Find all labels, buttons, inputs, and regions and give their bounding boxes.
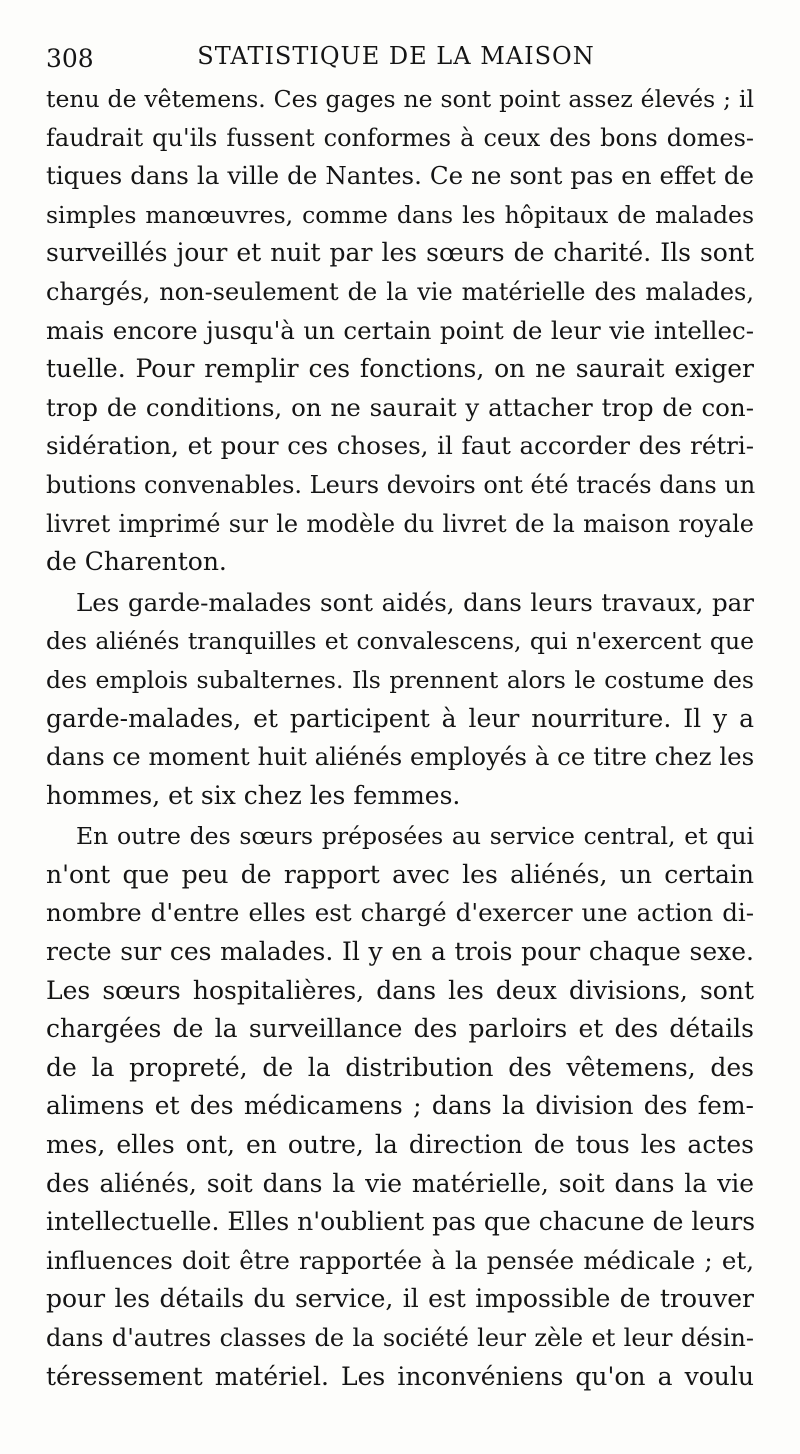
text-line: nombre d'entre elles est chargé d'exercer une action di- [46, 898, 754, 928]
page-header [46, 38, 746, 74]
text-line: alimens et des médicamens ; dans la division des fem- [46, 1091, 754, 1121]
body-text [46, 80, 754, 1396]
text-line: des emplois subalternes. Ils prennent alors le costume des [46, 665, 754, 694]
text-line: tenu de vêtemens. Ces gages ne sont point assez élevés ; il [46, 85, 754, 113]
text-line: simples manœuvres, comme dans les hôpitaux de malades [46, 200, 754, 229]
text-line: influences doit être rapportée à la pensée médicale ; et, [46, 1245, 754, 1275]
text-line: garde-malades, et participent à leur nourriture. Il y a [46, 703, 754, 733]
text-line: livret imprimé sur le modèle du livret de la maison royale [46, 509, 754, 538]
text-line: chargés, non-seulement de la vie matérielle des malades, [46, 277, 754, 306]
text-line: tuelle. Pour remplir ces fonctions, on ne saurait exiger [46, 354, 754, 384]
text-line: Les sœurs hospitalières, dans les deux divisions, sont [46, 975, 754, 1005]
text-line: chargées de la surveillance des parloirs et des détails [46, 1014, 754, 1044]
text-line: téressement matériel. Les inconvéniens qu'on a voulu [46, 1361, 754, 1391]
text-line: mais encore jusqu'à un certain point de leur vie intellec- [46, 315, 754, 345]
text-line: des aliénés tranquilles et convalescens, qui n'exercent que [46, 627, 754, 656]
text-line: intellectuelle. Elles n'oublient pas que chacune de leurs [46, 1207, 756, 1237]
page-number: 308 [46, 44, 94, 73]
text-line: hommes, et six chez les femmes. [46, 780, 461, 810]
running-head: STATISTIQUE DE LA MAISON [197, 42, 595, 70]
text-line: pour les détails du service, il est impossible de trouver [46, 1284, 754, 1314]
text-line: n'ont que peu de rapport avec les aliénés, un certain [46, 859, 754, 889]
text-line: dans d'autres classes de la société leur zèle et leur désin- [46, 1324, 754, 1352]
text-line: mes, elles ont, en outre, la direction de tous les actes [46, 1130, 754, 1160]
text-line: de Charenton. [46, 547, 227, 577]
text-line: de la propreté, de la distribution des vêtemens, des [46, 1052, 754, 1082]
text-line: dans ce moment huit aliénés employés à ce titre chez les [46, 742, 755, 772]
text-line: tiques dans la ville de Nantes. Ce ne sont pas en effet de [46, 161, 754, 191]
text-line: surveillés jour et nuit par les sœurs de charité. Ils sont [46, 238, 754, 268]
text-line: En outre des sœurs préposées au service central, et qui [76, 822, 754, 851]
text-line: sidération, et pour ces choses, il faut accorder des rétri- [46, 431, 754, 461]
text-line: butions convenables. Leurs devoirs ont été tracés dans un [46, 470, 756, 499]
text-line: Les garde-malades sont aidés, dans leurs travaux, par [76, 587, 754, 617]
text-line: des aliénés, soit dans la vie matérielle, soit dans la vie [46, 1168, 754, 1198]
text-line: recte sur ces malades. Il y en a trois pour chaque sexe. [46, 937, 754, 967]
text-line: trop de conditions, on ne saurait y attacher trop de con- [46, 392, 754, 422]
text-line: faudrait qu'ils fussent conformes à ceux des bons domes- [46, 123, 754, 152]
